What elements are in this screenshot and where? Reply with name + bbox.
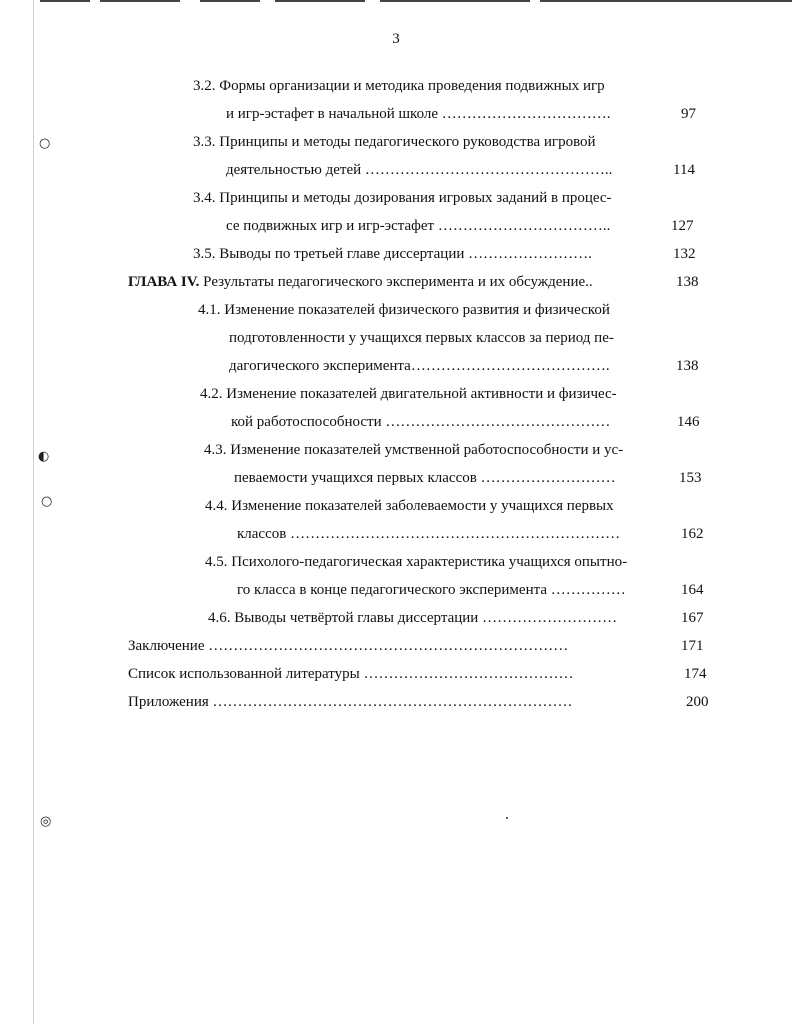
toc-page: 138: [676, 358, 699, 374]
scan-speck: [506, 817, 508, 819]
toc-line: 4.6. Выводы четвёртой главы диссертации ………………………: [208, 610, 618, 626]
toc-page: 127: [671, 218, 694, 234]
toc-page: 171: [681, 638, 704, 654]
toc-page: 174: [684, 666, 707, 682]
page-number: 3: [392, 31, 400, 47]
toc-page: 167: [681, 610, 704, 626]
toc-line: 3.4. Принципы и методы дозирования игровых заданий в процес-: [193, 190, 612, 206]
toc-line: классов …………………………………………………………: [237, 526, 621, 542]
toc-line: 3.3. Принципы и методы педагогического руководства игровой: [193, 134, 596, 150]
toc-page: 138: [676, 274, 699, 290]
toc-line: 3.2. Формы организации и методика проведения подвижных игр: [193, 78, 605, 94]
toc-line: 4.1. Изменение показателей физического развития и физической: [198, 302, 610, 318]
toc-line: 4.2. Изменение показателей двигательной активности и физичес-: [200, 386, 617, 402]
toc-page: 132: [673, 246, 696, 262]
chapter-label: ГЛАВА IV.: [128, 274, 200, 290]
toc-line: певаемости учащихся первых классов ………………………: [234, 470, 616, 486]
toc-line: Приложения ………………………………………………………………: [128, 694, 573, 710]
toc-page: 97: [681, 106, 696, 122]
toc-page: 162: [681, 526, 704, 542]
toc-page: 114: [673, 162, 695, 178]
binder-hole-icon: ◐: [38, 449, 50, 464]
toc-line: подготовленности у учащихся первых классов за период пе-: [229, 330, 614, 346]
toc-line: Список использованной литературы ……………………………………: [128, 666, 574, 682]
toc-page: 200: [686, 694, 709, 710]
toc-chapter-line: [128, 273, 593, 291]
scan-top-edge: [0, 0, 792, 3]
toc-line: Заключение ………………………………………………………………: [128, 638, 569, 654]
binder-hole-icon: ○: [39, 136, 51, 151]
toc-page: 164: [681, 582, 704, 598]
toc-line: го класса в конце педагогического эксперимента ……………: [237, 582, 626, 598]
binder-hole-icon: ○: [41, 494, 53, 509]
toc-line: 4.5. Психолого-педагогическая характеристика учащихся опытно-: [205, 554, 628, 570]
toc-line: и игр-эстафет в начальной школе …………………………….: [226, 106, 611, 122]
binder-hole-icon: ◎: [40, 814, 52, 829]
toc-page: 153: [679, 470, 702, 486]
toc-line: 4.4. Изменение показателей заболеваемости у учащихся первых: [205, 498, 614, 514]
chapter-title: Результаты педагогического эксперимента и их обсуждение..: [203, 274, 593, 290]
scan-left-edge: [33, 0, 34, 1024]
toc-page: 146: [677, 414, 700, 430]
toc-line: кой работоспособности ………………………………………: [231, 414, 611, 430]
toc-line: дагогического эксперимента………………………………….: [229, 358, 610, 374]
toc-line: се подвижных игр и игр-эстафет ……………………………..: [226, 218, 611, 234]
toc-line: 3.5. Выводы по третьей главе диссертации …………………….: [193, 246, 592, 262]
toc-line: 4.3. Изменение показателей умственной работоспособности и ус-: [204, 442, 624, 458]
toc-line: деятельностью детей …………………………………………..: [226, 162, 613, 178]
